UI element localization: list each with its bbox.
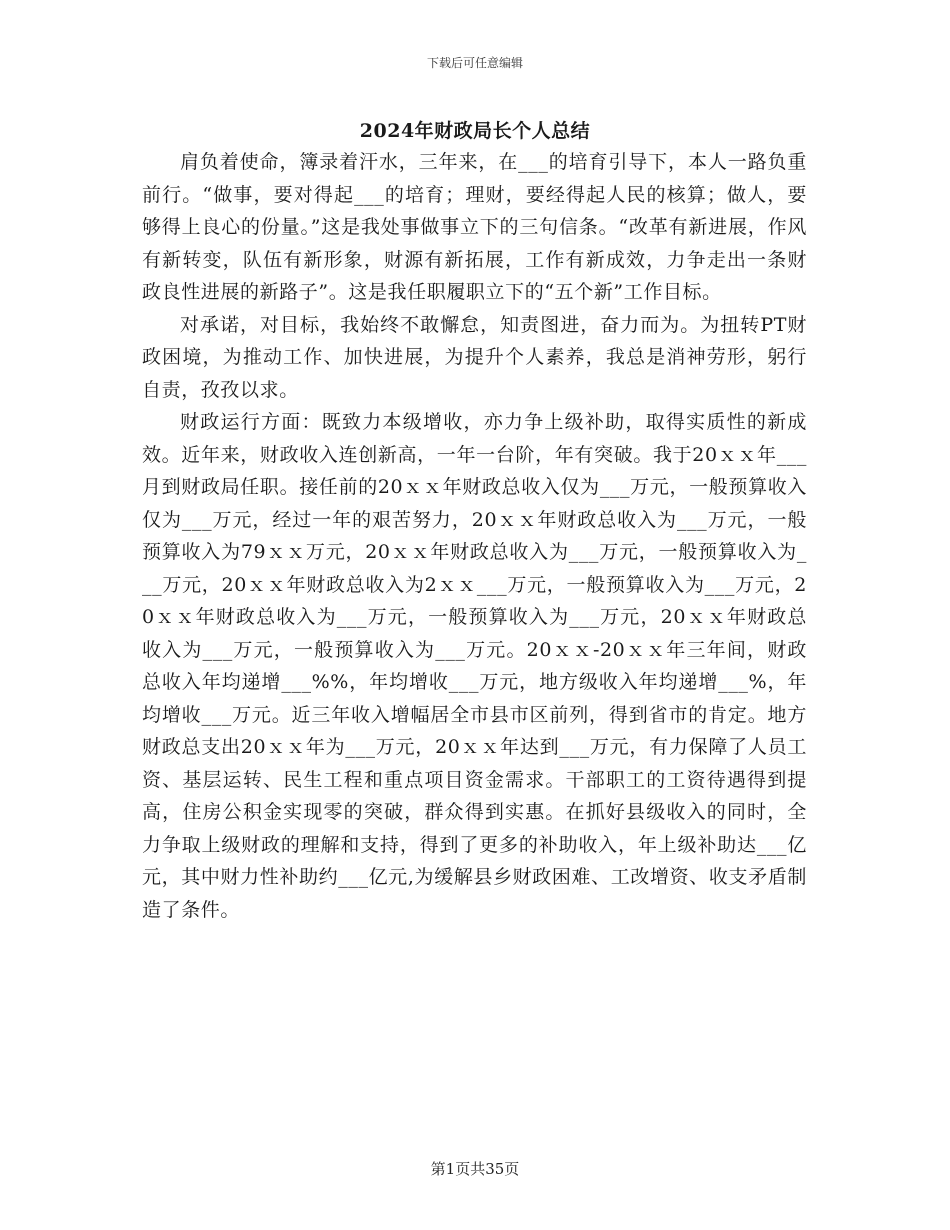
download-note: 下载后可任意编辑 [426,56,523,70]
document-title: 2024年财政局长个人总结 [359,120,591,142]
paragraph-intro: 肩负着使命，簿录着汗水，三年来，在___的培育引导下，本人一路负重前行。“做事，要对得起___的培育；理财，要经得起人民的核算；做人，要够得上良心的份量。”这是我处事做事立下的三句信条。“改革有新进展，作风有新转变，队伍有新形象，财源有新拓展，工作有新成效，力争走出一条财政良性进展的新路子”。这是我任职履职立下的“五个新”工作目标。 [142,151,807,303]
page-number: 第1页共35页 [430,1160,520,1178]
paragraph-commitment: 对承诺，对目标，我始终不敢懈怠，知责图进，奋力而为。为扭转PT财政困境，为推动工作、加快进展，为提升个人素养，我总是消神劳形，躬行自责，孜孜以求。 [142,313,807,401]
document-body [142,146,807,926]
paragraph-finance-operations: 财政运行方面：既致力本级增收，亦力争上级补助，取得实质性的新成效。近年来，财政收入连创新高，一年一台阶，年有突破。我于20ｘｘ年___月到财政局任职。接任前的20ｘｘ年财政总收入仅为___万元，一般预算收入仅为___万元，经过一年的艰苦努力，20ｘｘ年财政总收入为___万元，一般预算收入为79ｘｘ万元，20ｘｘ年财政总收入为___万元，一般预算收入为___万元，20ｘｘ年财政总收入为2ｘｘ___万元，一般预算收入为___万元，20ｘｘ年财政总收入为___万元，一般预算收入为___万元，20ｘｘ年财政总收入为___万元，一般预算收入为___万元。20ｘｘ-20ｘｘ年三年间，财政总收入年均递增___%%，年均增收___万元，地方级收入年均递增___%，年均增收___万元。近三年收入增幅居全市县市区前列，得到省市的肯定。地方财政总支出20ｘｘ年为___万元，20ｘｘ年达到___万元，有力保障了人员工资、基层运转、民生工程和重点项目资金需求。干部职工的工资待遇得到提高，住房公积金实现零的突破，群众得到实惠。在抓好县级收入的同时，全力争取上级财政的理解和支持，得到了更多的补助收入，年上级补助达___亿元，其中财力性补助约___亿元,为缓解县乡财政困难、工改增资、收支矛盾制造了条件。 [142,411,807,921]
